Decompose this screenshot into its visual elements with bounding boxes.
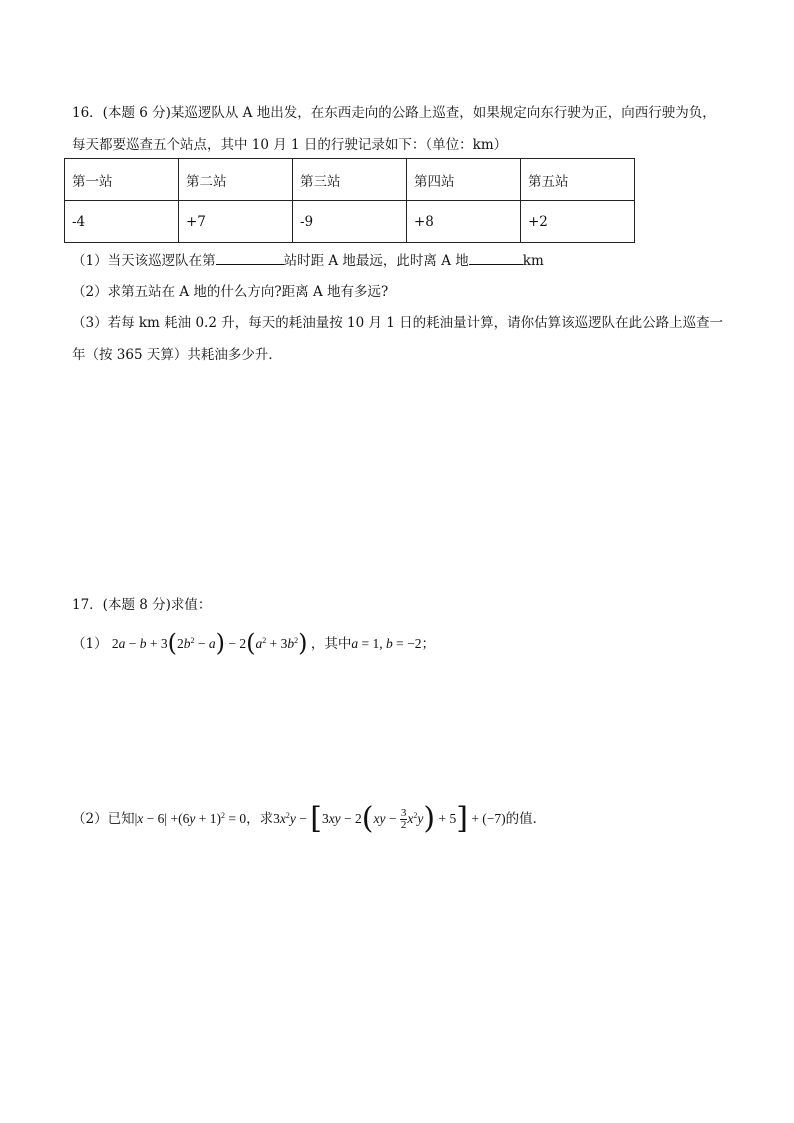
table-header-cell: 第二站 [179,159,293,201]
answer-blank-station[interactable] [216,250,284,265]
q17-part-1-condition: a = 1, b = −2 [351,636,422,651]
q17-part-2-condition: $|x - 6| +(6y + 1)^2 = 0$ [134,811,247,826]
table-value-cell: +2 [521,201,635,243]
answer-blank-distance[interactable] [469,250,523,265]
q17-part-1-label: （1） [72,636,108,652]
q17-part-1-end: ； [421,636,435,652]
q16-part-1 [72,250,544,271]
q16-part-1-b: 站时距 A 地最远，此时离 A 地 [283,253,469,269]
q17-part-1-expression: $2a - b + 3(2b^2 - a) - 2(a^2 + 3b^2)$ [111,629,308,657]
table-value-cell: +7 [179,201,293,243]
q17-part-1 [72,629,435,657]
table-value-cell: -4 [65,201,179,243]
q17-part-2-label: （2）已知 [72,811,135,827]
q17-part-2-end: 的值． [505,811,547,827]
table-row-values [65,201,635,243]
table-value-cell: -9 [293,201,407,243]
q16-table [64,158,635,243]
q17-title: 17．(本题 8 分)求值： [72,597,212,613]
q16-part-3-line-1: （3）若每 km 耗油 0.2 升，每天的耗油量按 10 月 1 日的耗油量计算，请你估算该巡逻队在此公路上巡查一 [72,315,724,331]
q16-part-1-c: km [522,253,544,269]
table-header-cell: 第三站 [293,159,407,201]
q16-part-3-line-2: 年（按 365 天算）共耗油多少升． [72,347,282,363]
q17-part-2 [72,801,547,836]
table-value-cell: +8 [407,201,521,243]
q17-part-2-mid: ，求 [246,811,274,827]
q16-part-2: （2）求第五站在 A 地的什么方向?距离 A 地有多远? [72,284,389,300]
q16-part-1-a: （1）当天该巡逻队在第 [72,253,216,269]
table-header-cell: 第四站 [407,159,521,201]
table-header-cell: 第一站 [65,159,179,201]
q17-part-1-cond-prefix: ，其中 [310,636,352,652]
q16-line-2: 每天都要巡查五个站点，其中 10 月 1 日的行驶记录如下：（单位：km） [72,137,508,153]
q16-line-1: 16．(本题 6 分)某巡逻队从 A 地出发，在东西走向的公路上巡查，如果规定向东行驶为正，向西行驶为负， [72,105,716,121]
table-row-headers [65,159,635,201]
q17-part-2-expression: $3x^2y - [3xy - 2(xy$ − $\frac{3}{2}$ $x^2y) + 5] + (-7)$ [273,801,506,836]
table-header-cell: 第五站 [521,159,635,201]
